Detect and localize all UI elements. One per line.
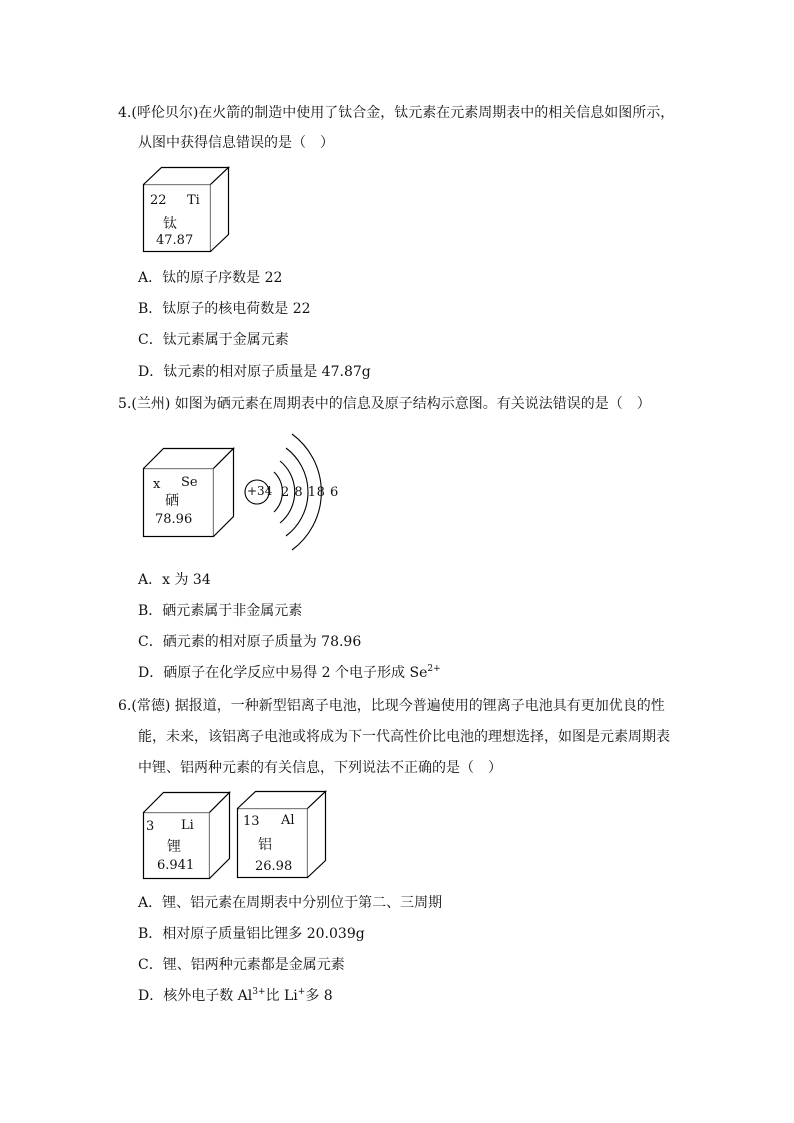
atomic-number: 22 [150,193,167,208]
option-a: A．钛的原子序数是 22 [138,270,283,286]
option-c: C．硒元素的相对原子质量为 78.96 [138,634,362,650]
element-symbol: Al [281,813,295,828]
element-symbol: Se [181,475,198,490]
question-6-number: 6. [118,698,132,714]
element-symbol: Li [181,818,194,833]
question-4-stem-1: (呼伦贝尔)在火箭的制造中使用了钛合金，钛元素在元素周期表中的相关信息如图所示， [131,105,675,121]
atomic-structure-diagram [244,428,339,558]
atomic-number: 3 [146,819,155,834]
element-cell-al [237,791,337,881]
option-b: B．钛原子的核电荷数是 22 [138,301,311,317]
option-d: D．核外电子数 $Al^{3+}$比 Li+多 8 [138,987,333,1004]
element-name: 钛 [163,216,177,232]
question-6-stem-3: 中锂、铝两种元素的有关信息，下列说法不正确的是（ ） [138,760,502,776]
option-a: A．x 为 34 [138,572,211,588]
atomic-number: x [153,477,161,492]
element-cell-li [143,792,233,882]
element-name: 锂 [167,839,181,855]
option-b: B．相对原子质量铝比锂多 20.039g [138,926,365,942]
element-cell-ti [143,167,258,252]
option-c: C．锂、铝两种元素都是金属元素 [138,957,345,973]
option-d: D．钛元素的相对原子质量是 47.87g [138,364,371,380]
atomic-mass: 26.98 [255,859,293,874]
question-6-stem-2: 能，未来，该铝离子电池或将成为下一代高性价比电池的理想选择，如图是元素周期表 [138,729,670,745]
option-a: A．锂、铝元素在周期表中分别位于第二、三周期 [138,895,443,911]
question-4-line-1 [118,103,674,123]
option-c: C．钛元素属于金属元素 [138,332,289,348]
nucleus-charge: +34 [247,484,273,498]
element-symbol: Ti [187,193,200,208]
question-5-line-1 [118,394,651,414]
atomic-mass: 78.96 [155,512,193,527]
question-6-line-1 [118,696,665,716]
atomic-mass: 47.87 [156,233,194,248]
shell-electrons: 2 8 18 6 [281,485,339,500]
option-d: D．硒原子在化学反应中易得 2 个电子形成 $Se^{2+}$ [138,664,441,681]
element-cell-se [143,448,243,538]
option-b: B．硒元素属于非金属元素 [138,603,303,619]
element-name: 硒 [165,493,179,509]
question-4-stem-2: 从图中获得信息错误的是（ ） [138,135,334,151]
atomic-mass: 6.941 [157,858,195,873]
question-4-number: 4. [118,105,132,121]
question-6-stem-1: (常德) 据报道，一种新型铝离子电池，比现今普遍使用的锂离子电池具有更加优良的性 [131,698,665,714]
question-5-stem-1: (兰州) 如图为硒元素在周期表中的信息及原子结构示意图。有关说法错误的是（ ） [131,396,651,412]
element-name: 铝 [258,837,272,853]
atomic-number: 13 [243,814,260,829]
question-5-number: 5. [118,396,132,412]
